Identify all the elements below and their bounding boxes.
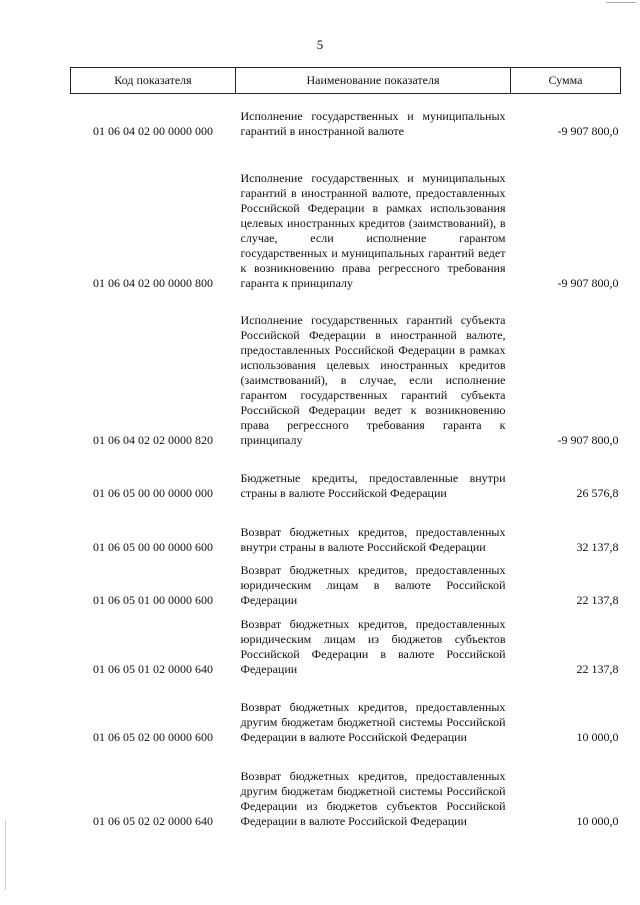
table-row bbox=[71, 748, 621, 832]
indicator-sum: 32 137,8 bbox=[576, 540, 619, 554]
table-row bbox=[71, 504, 621, 558]
table-row bbox=[71, 294, 621, 451]
indicator-sum: 26 576,8 bbox=[576, 486, 619, 500]
indicator-name: Исполнение государственных и муниципальных гарантий в иностранной валюте bbox=[240, 109, 506, 138]
indicator-name: Возврат бюджетных кредитов, предоставленных юридическим лицам в валюте Российской Федерации bbox=[240, 563, 506, 607]
scan-mark bbox=[606, 2, 636, 3]
indicator-name: Исполнение государственных и муниципальных гарантий в иностранной валюте, предоставленных Российской Федерации в рамках использования целевых иностранных кредитов (заимствований), в случае, если исполнение гарантом государственных и муниципальных гарантий ведет к возникновению права регрессного требования гаранта к принципалу bbox=[240, 171, 506, 290]
table-row bbox=[71, 611, 621, 680]
indicator-name: Возврат бюджетных кредитов, предоставленных внутри страны в валюте Российской Федерации bbox=[240, 525, 506, 554]
scan-edge-mark bbox=[5, 820, 6, 890]
indicator-sum: 10 000,0 bbox=[576, 814, 619, 828]
indicator-code: 01 06 05 02 02 0000 640 bbox=[93, 814, 213, 828]
header-code: Код показателя bbox=[71, 68, 236, 94]
indicator-sum: 10 000,0 bbox=[576, 730, 619, 744]
indicator-sum: -9 907 800,0 bbox=[557, 124, 619, 138]
indicator-sum: 22 137,8 bbox=[576, 662, 619, 676]
indicator-name: Исполнение государственных гарантий субъекта Российской Федерации в иностранной валюте, предоставленных Российской Федерации в рамках использования целевых иностранных кредитов (заимствований), в случае, если исполнение гарантом государственных гарантий субъекта Российской Федерации ведет к возникновению права регрессного требования гаранта к принципалу bbox=[240, 313, 506, 447]
indicator-name: Возврат бюджетных кредитов, предоставленных юридическим лицам из бюджетов субъектов Российской Федерации в валюте Российской Федерации bbox=[240, 617, 506, 676]
table-row bbox=[71, 142, 621, 294]
indicator-code: 01 06 05 01 02 0000 640 bbox=[93, 662, 213, 676]
indicator-code: 01 06 04 02 00 0000 000 bbox=[93, 124, 213, 138]
table-header-row bbox=[71, 68, 621, 94]
indicator-code: 01 06 04 02 00 0000 800 bbox=[93, 276, 213, 290]
table-row bbox=[71, 451, 621, 504]
indicator-code: 01 06 04 02 02 0000 820 bbox=[93, 433, 213, 447]
header-name: Наименование показателя bbox=[236, 68, 511, 94]
indicator-code: 01 06 05 02 00 0000 600 bbox=[93, 730, 213, 744]
indicator-code: 01 06 05 01 00 0000 600 bbox=[93, 593, 213, 607]
indicator-name: Возврат бюджетных кредитов, предоставленных другим бюджетам бюджетной системы Российской Федерации в валюте Российской Федерации bbox=[240, 700, 506, 744]
indicator-name: Бюджетные кредиты, предоставленные внутри страны в валюте Российской Федерации bbox=[240, 471, 506, 500]
indicator-name: Возврат бюджетных кредитов, предоставленных другим бюджетам бюджетной системы Российской Федерации из бюджетов субъектов Российской Федерации в валюте Российской Федерации bbox=[240, 769, 506, 828]
header-sum: Сумма bbox=[511, 68, 621, 94]
indicator-sum: -9 907 800,0 bbox=[557, 433, 619, 447]
page-number: 5 bbox=[316, 37, 324, 52]
budget-table bbox=[70, 67, 621, 832]
indicator-code: 01 06 05 00 00 0000 600 bbox=[93, 540, 213, 554]
indicator-code: 01 06 05 00 00 0000 000 bbox=[93, 486, 213, 500]
table-row bbox=[71, 680, 621, 748]
table-row bbox=[71, 94, 621, 143]
indicator-sum: -9 907 800,0 bbox=[557, 276, 619, 290]
indicator-sum: 22 137,8 bbox=[576, 593, 619, 607]
table-row bbox=[71, 558, 621, 611]
